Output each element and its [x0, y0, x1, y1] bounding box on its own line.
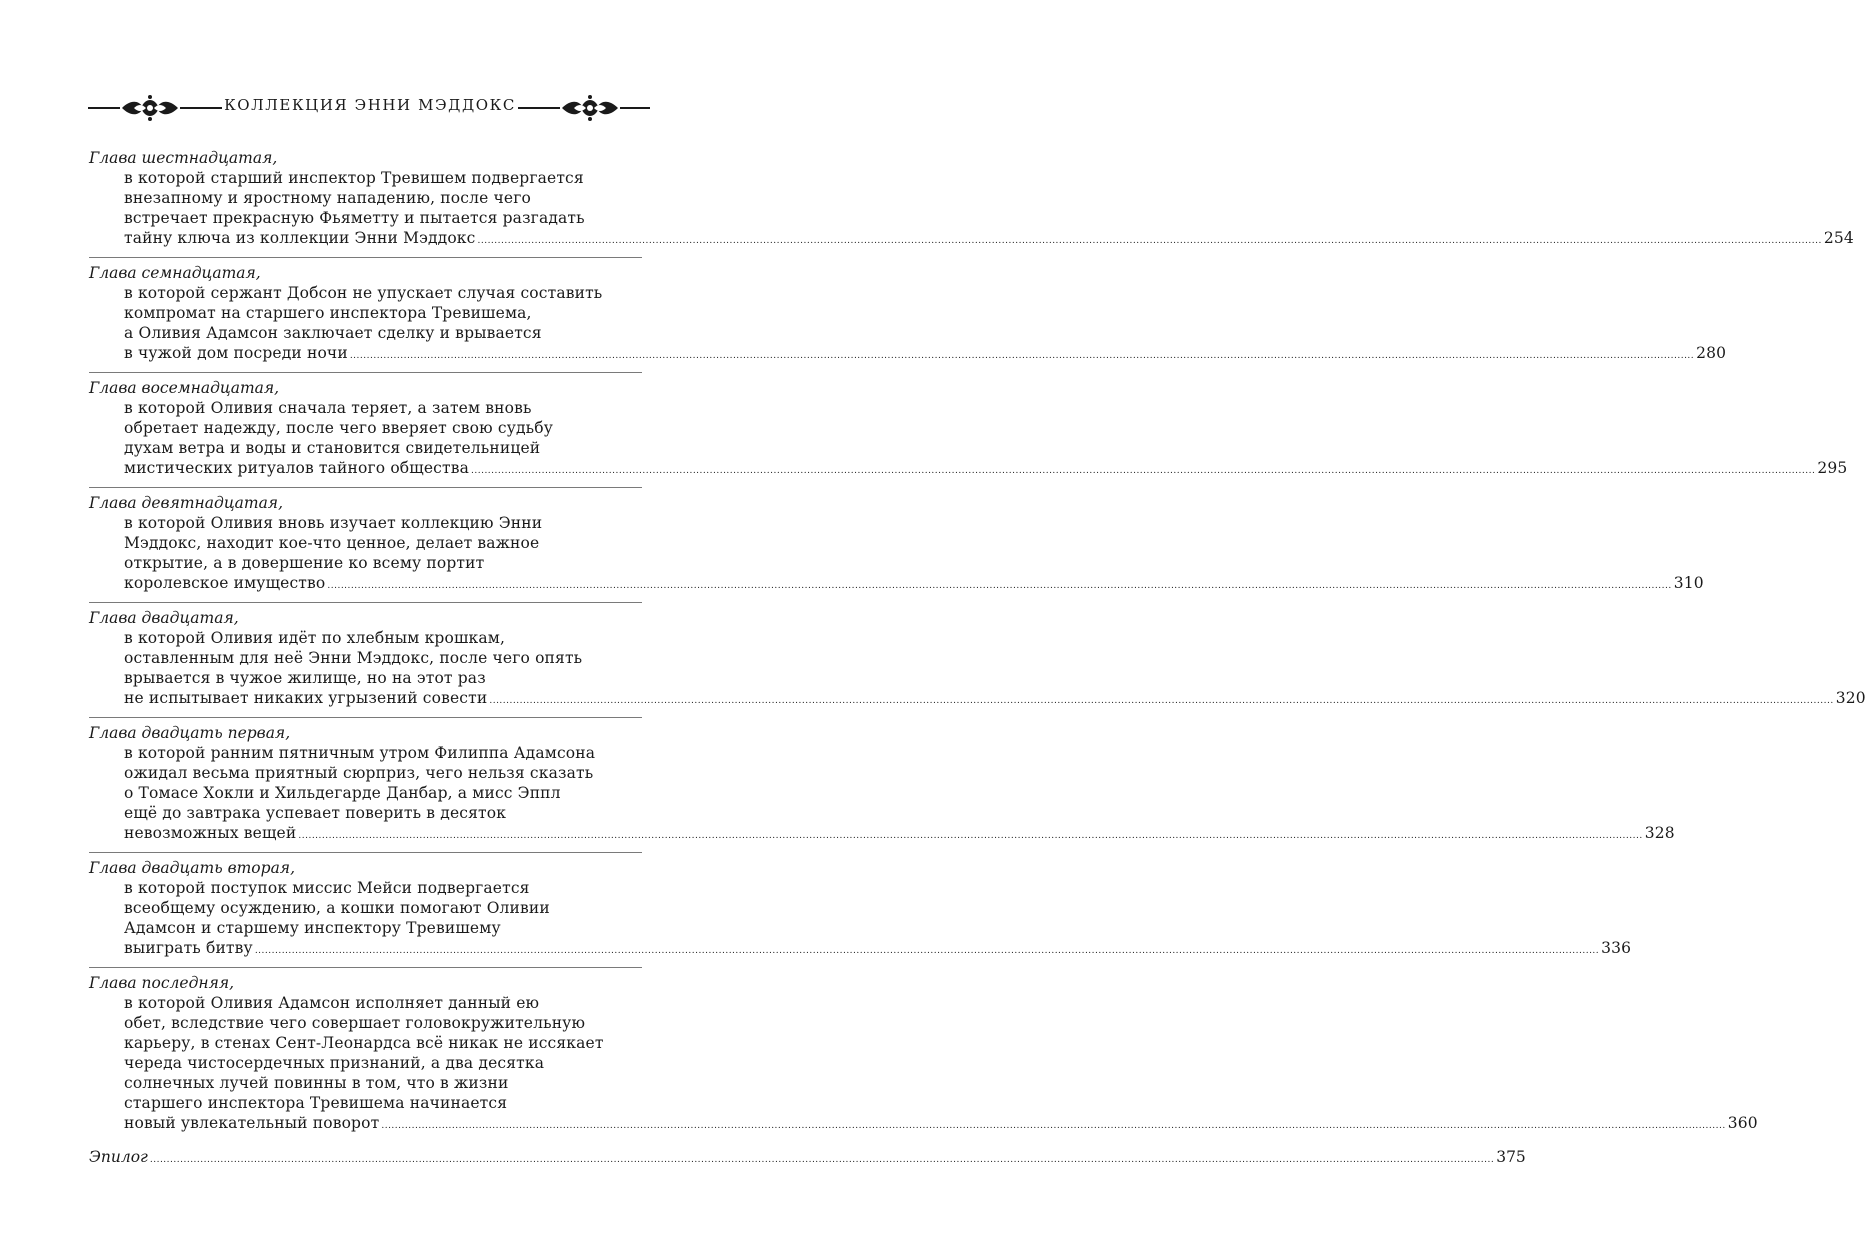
chapter-description	[89, 878, 1632, 961]
description-line: оставленным для неё Энни Мэддокс, после чего опять	[124, 649, 583, 667]
chapter-title: Глава двадцать первая,	[89, 724, 291, 742]
chapter-title: Глава двадцать вторая,	[89, 859, 295, 877]
ornament-left-icon	[120, 94, 180, 122]
description-line: обретает надежду, после чего вверяет свою судьбу	[124, 419, 553, 437]
description-line: Мэддокс, находит кое-что ценное, делает важное	[124, 534, 540, 552]
toc-entry[interactable]	[89, 858, 1632, 968]
description-line: карьеру, в стенах Сент-Леонардса всё никак не иссякает	[124, 1034, 604, 1052]
description-line: тайну ключа из коллекции Энни Мэддокс	[124, 229, 476, 247]
description-line: в которой Оливия вновь изучает коллекцию Энни	[124, 514, 543, 532]
ornament-right-icon	[560, 94, 620, 122]
page-number: 336	[1601, 939, 1632, 957]
chapter-description	[89, 283, 1727, 366]
toc-entry[interactable]	[89, 263, 1727, 373]
chapter-title: Глава семнадцатая,	[89, 264, 261, 282]
page-number: 360	[1727, 1114, 1758, 1132]
description-line: компромат на старшего инспектора Тревишема,	[124, 304, 532, 322]
description-last-line	[124, 938, 1632, 961]
description-line: в которой Оливия идёт по хлебным крошкам,	[124, 629, 506, 647]
toc-entry[interactable]	[89, 493, 1704, 603]
toc-entry[interactable]	[89, 723, 1675, 853]
description-last-line	[124, 1113, 1758, 1136]
toc-entry[interactable]	[89, 973, 1758, 1142]
chapter-description	[89, 743, 1675, 846]
description-last-line	[124, 343, 1727, 366]
chapter-title: Глава шестнадцатая,	[89, 149, 278, 167]
description-line: а Оливия Адамсон заключает сделку и врывается	[124, 324, 542, 342]
page-number: 320	[1835, 689, 1866, 707]
chapter-description	[89, 628, 1866, 711]
leader-dots: ................................................................................................................................................................................................................................................................................................................................................................................................................	[298, 831, 1643, 841]
leader-dots: ................................................................................................................................................................................................................................................................................................................................................................................................................	[471, 466, 1816, 476]
description-line: о Томасе Хокли и Хильдегарде Данбар, а мисс Эппл	[124, 784, 561, 802]
leader-dots: ................................................................................................................................................................................................................................................................................................................................................................................................................	[327, 581, 1672, 591]
description-line: всеобщему осуждению, а кошки помогают Оливии	[124, 899, 550, 917]
description-line: в которой Оливия Адамсон исполняет данный ею	[124, 994, 540, 1012]
chapter-title: Глава девятнадцатая,	[89, 494, 283, 512]
page-number: 280	[1696, 344, 1727, 362]
description-line: череда чистосердечных признаний, а два десятка	[124, 1054, 545, 1072]
description-last-line	[124, 688, 1866, 711]
header-rule-left	[88, 107, 120, 109]
header-rule-left-inner	[180, 107, 222, 109]
description-line: в которой старший инспектор Тревишем подвергается	[124, 169, 584, 187]
page-number: 295	[1817, 459, 1848, 477]
chapter-title: Глава последняя,	[89, 974, 235, 992]
description-line: внезапному и яростному нападению, после чего	[124, 189, 531, 207]
description-line: в которой сержант Добсон не упускает случая составить	[124, 284, 603, 302]
table-of-contents	[89, 148, 1866, 1170]
description-line: королевское имущество	[124, 574, 326, 592]
description-line: ещё до завтрака успевает поверить в десяток	[124, 804, 507, 822]
description-last-line	[124, 573, 1704, 596]
description-line: Адамсон и старшему инспектору Тревишему	[124, 919, 501, 937]
description-last-line	[124, 228, 1854, 251]
page-number: 254	[1823, 229, 1854, 247]
running-header	[88, 92, 650, 122]
leader-dots: ................................................................................................................................................................................................................................................................................................................................................................................................................	[489, 696, 1834, 706]
page-number: 310	[1673, 574, 1704, 592]
leader-dots: ................................................................................................................................................................................................................................................................................................................................................................................................................	[149, 1155, 1495, 1165]
description-line: не испытывает никаких угрызений совести	[124, 689, 488, 707]
chapter-description	[89, 993, 1758, 1136]
description-line: в которой ранним пятничным утром Филиппа Адамсона	[124, 744, 596, 762]
description-line: новый увлекательный поворот	[124, 1114, 380, 1132]
chapter-description	[89, 168, 1854, 251]
description-line: ожидал весьма приятный сюрприз, чего нельзя сказать	[124, 764, 594, 782]
toc-entry[interactable]	[89, 608, 1866, 718]
toc-entry[interactable]	[89, 148, 1854, 258]
leader-dots: ................................................................................................................................................................................................................................................................................................................................................................................................................	[349, 351, 1695, 361]
header-rule-right	[620, 107, 650, 109]
page-number: 375	[1496, 1148, 1526, 1166]
leader-dots: ................................................................................................................................................................................................................................................................................................................................................................................................................	[381, 1121, 1726, 1131]
description-line: старшего инспектора Тревишема начинается	[124, 1094, 508, 1112]
description-line: встречает прекрасную Фьяметту и пытается разгадать	[124, 209, 585, 227]
toc-entry[interactable]	[89, 378, 1848, 488]
leader-dots: ................................................................................................................................................................................................................................................................................................................................................................................................................	[254, 946, 1600, 956]
description-line: обет, вследствие чего совершает головокружительную	[124, 1014, 586, 1032]
chapter-title: Глава восемнадцатая,	[89, 379, 280, 397]
chapter-description	[89, 398, 1848, 481]
description-line: в которой Оливия сначала теряет, а затем вновь	[124, 399, 532, 417]
chapter-description	[89, 513, 1704, 596]
header-rule-right-inner	[518, 107, 560, 109]
description-line: в чужой дом посреди ночи	[124, 344, 348, 362]
description-line: духам ветра и воды и становится свидетельницей	[124, 439, 541, 457]
description-line: выиграть битву	[124, 939, 253, 957]
description-last-line	[124, 458, 1848, 481]
header-title: КОЛЛЕКЦИЯ ЭННИ МЭДДОКС	[224, 96, 516, 114]
description-line: в которой поступок миссис Мейси подвергается	[124, 879, 530, 897]
description-line: врывается в чужое жилище, но на этот раз	[124, 669, 486, 687]
description-line: мистических ритуалов тайного общества	[124, 459, 469, 477]
page-number: 328	[1644, 824, 1675, 842]
description-last-line	[124, 823, 1675, 846]
leader-dots: ................................................................................................................................................................................................................................................................................................................................................................................................................	[477, 236, 1822, 246]
description-line: солнечных лучей повинны в том, что в жизни	[124, 1074, 509, 1092]
epilogue-label: Эпилог	[89, 1148, 148, 1166]
description-line: невозможных вещей	[124, 824, 297, 842]
toc-epilogue[interactable]	[89, 1147, 1526, 1170]
description-line: открытие, а в довершение ко всему портит	[124, 554, 485, 572]
chapter-title: Глава двадцатая,	[89, 609, 239, 627]
